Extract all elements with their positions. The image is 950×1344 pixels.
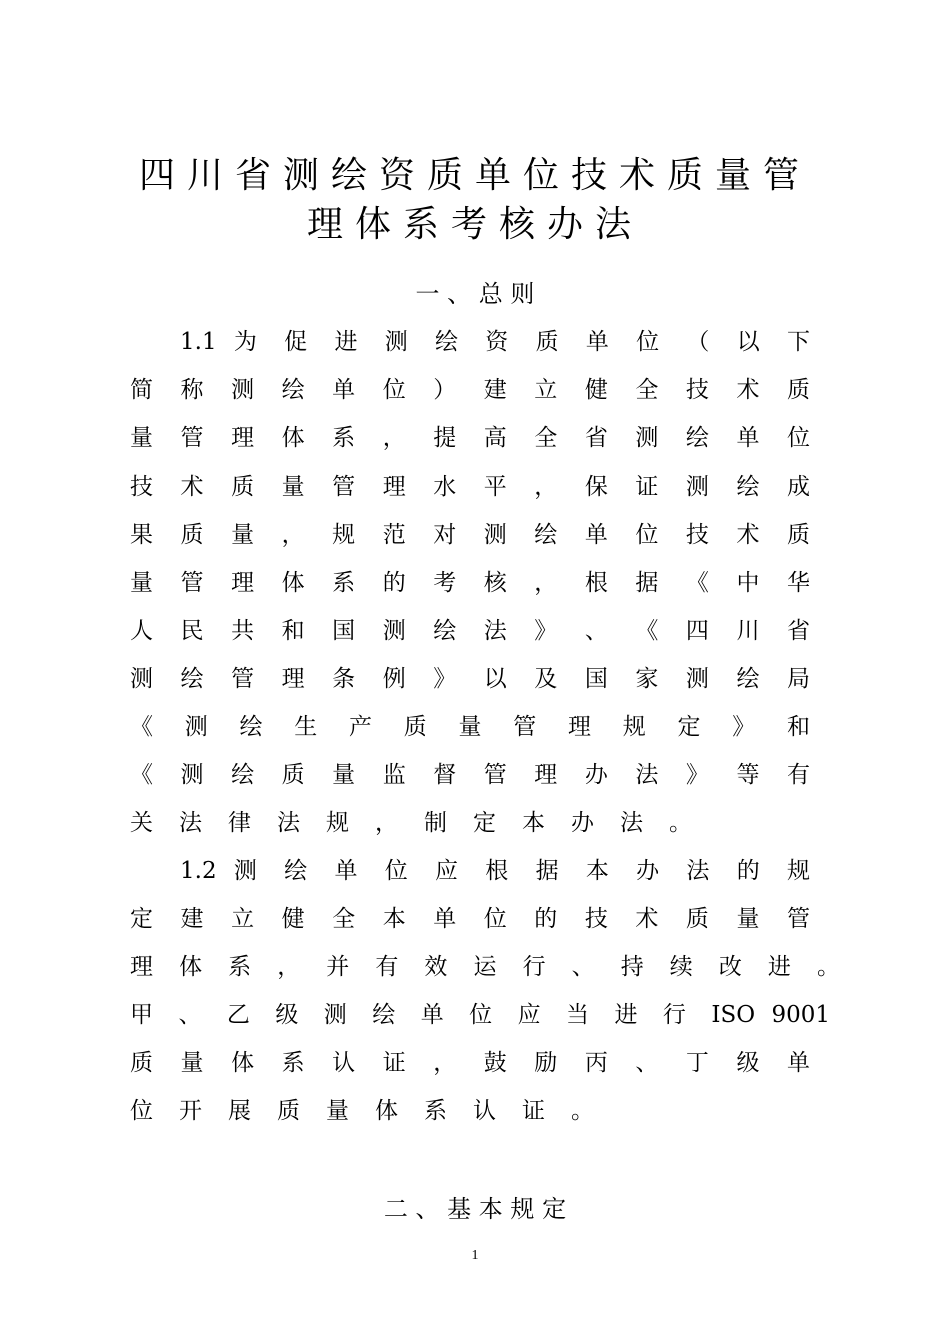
paragraph-2-line: 1.2 测 绘 单 位 应 根 据 本 办 法 的 规 <box>180 858 810 884</box>
paragraph-2-line: 甲 、 乙 级 测 绘 单 位 应 当 进 行 ISO 9001 <box>130 1002 830 1028</box>
document-title-line-2: 理体系考核办法 <box>306 204 643 245</box>
paragraph-1-line: 简 称 测 绘 单 位 ） 建 立 健 全 技 术 质 <box>130 377 810 403</box>
paragraph-1-line: 人 民 共 和 国 测 绘 法 》 、 《 四 川 省 <box>130 618 810 644</box>
paragraph-2-line: 定 建 立 健 全 本 单 位 的 技 术 质 量 管 <box>130 906 810 932</box>
section-heading-general: 一 、 总 则 <box>415 280 535 308</box>
paragraph-1-line: 关法律法规，制定本办法。 <box>130 810 718 836</box>
paragraph-2-line: 位开展质量体系认证。 <box>130 1098 620 1124</box>
paragraph-1-line: 《 测 绘 质 量 监 督 管 理 办 法 》 等 有 <box>130 762 810 788</box>
page-number: 1 <box>471 1248 479 1263</box>
paragraph-1-line: 量 管 理 体 系 ， 提 高 全 省 测 绘 单 位 <box>130 425 810 451</box>
paragraph-1-line: 量 管 理 体 系 的 考 核 ， 根 据 《 中 华 <box>130 570 810 596</box>
paragraph-1-line: 1.1 为 促 进 测 绘 资 质 单 位 （ 以 下 <box>180 329 810 355</box>
paragraph-2-line: 质 量 体 系 认 证 ， 鼓 励 丙 、 丁 级 单 <box>130 1050 810 1076</box>
paragraph-1-line: 测 绘 管 理 条 例 》 以 及 国 家 测 绘 局 <box>130 666 810 692</box>
section-heading-basic-provisions: 二 、 基 本 规 定 <box>383 1195 567 1223</box>
paragraph-1-line: 《 测 绘 生 产 质 量 管 理 规 定 》 和 <box>130 714 810 740</box>
document-title-line-1: 四川省测绘资质单位技术质量管 <box>138 155 811 196</box>
paragraph-1-line: 果 质 量 ， 规 范 对 测 绘 单 位 技 术 质 <box>130 522 810 548</box>
paragraph-2-line: 理 体 系 ， 并 有 效 运 行 、 持 续 改 进 。 <box>130 954 840 980</box>
paragraph-1-line: 技 术 质 量 管 理 水 平 ， 保 证 测 绘 成 <box>130 474 810 500</box>
